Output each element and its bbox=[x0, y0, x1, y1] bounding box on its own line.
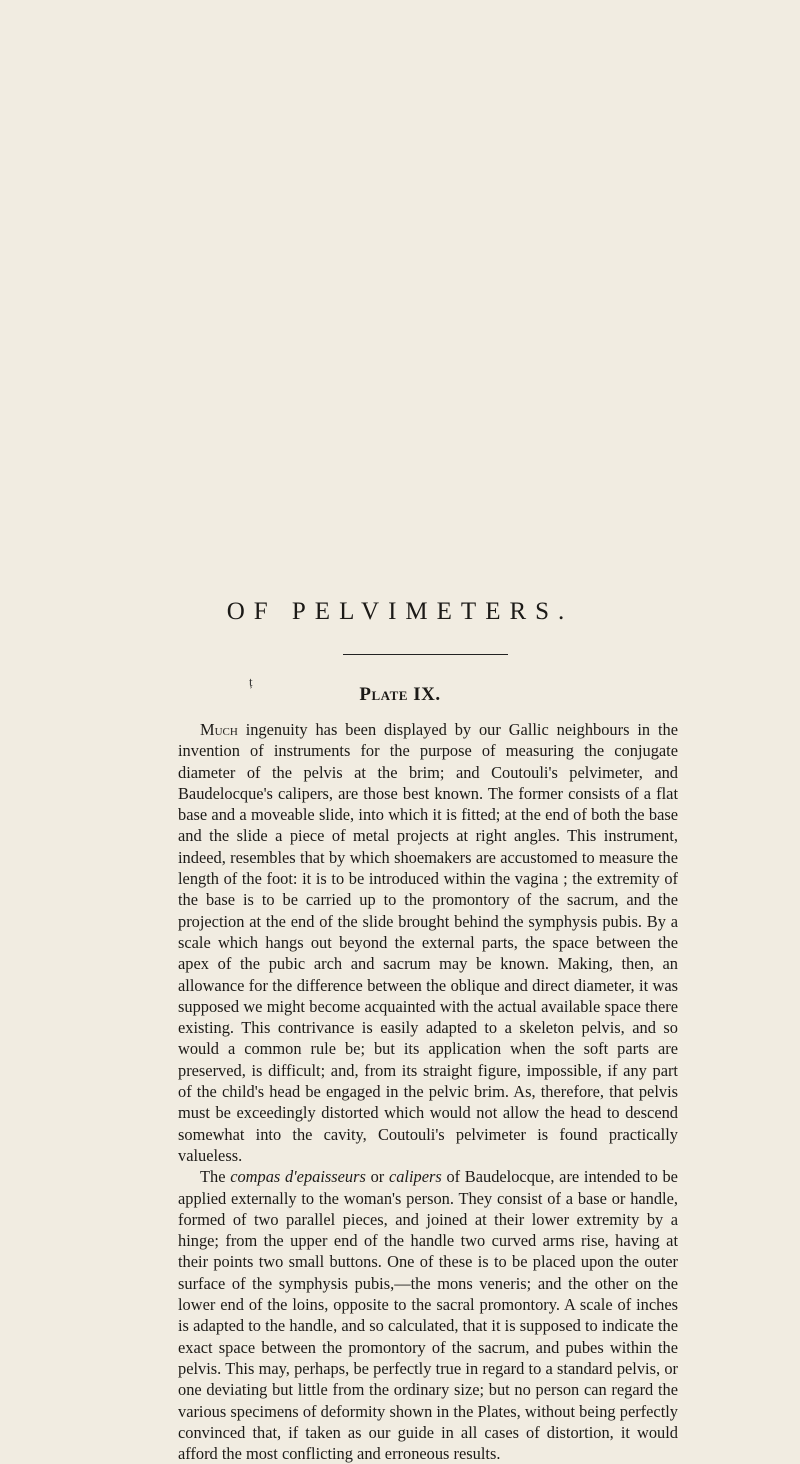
plate-title bbox=[0, 684, 800, 706]
paragraph-1-lead: Much bbox=[200, 720, 238, 739]
paragraph-2-italic-term-1: compas d'epaisseurs bbox=[230, 1167, 366, 1187]
paragraph-2-italic-term-2: calipers bbox=[388, 1167, 442, 1187]
heading-rule bbox=[343, 654, 508, 655]
paragraph-1 bbox=[178, 719, 678, 1166]
plate-title-text: Plate IX. bbox=[359, 684, 441, 705]
paragraph-2-pre: The bbox=[200, 1167, 231, 1187]
paragraph-1-text: ingenuity has been displayed by our Gallic neighbours in the invention of instruments for the purpose of measuring the conjugate diameter of the pelvis at the brim; and Coutouli's pelvimeter, and Baudelocque's calipers, are those best known. The former consists of a flat base and a moveable slide, into which it is fitted; at the end of both the base and the slide a piece of metal projects at right angles. This instrument, indeed, resembles that by which shoemakers are accustomed to measure the length of the foot: it is to be introduced within the vagina ; the extremity of the base is to be carried up to the promontory of the sacrum, and the projection at the end of the slide brought behind the symphysis pubis. By a scale which hangs out beyond the external parts, the space between the apex of the pubic arch and sacrum may be known. Making, then, an allowance for the difference between the oblique and direct diameter, it was supposed we might become acquainted with the actual available space there existing. This contrivance is easily adapted to a skeleton pelvis, and so would a common rule be; but its application when the soft parts are preserved, is difficult; and, from its straight figure, impossible, if any part of the child's head be engaged in the pelvic brim. As, therefore, that pelvis must be exceedingly distorted which would not allow the head to descend somewhat into the cavity, Coutouli's pelvimeter is found practically valueless. bbox=[178, 720, 678, 1165]
paragraph-2 bbox=[178, 1166, 678, 1464]
paragraph-2-text: of Baudelocque, are intended to be applied externally to the woman's person. They consist of a base or handle, formed of two parallel pieces, and joined at their lower extremity by a hinge; from the upper end of the handle two curved arms rise, having at their points two small buttons. One of these is to be placed upon the outer surface of the symphysis pubis,—the mons veneris; and the other on the lower end of the loins, opposite to the sacral promontory. A scale of inches is adapted to the handle, and so calculated, that it is supposed to indicate the exact space between the promontory of the sacrum, and pubes within the pelvis. This may, perhaps, be perfectly true in regard to a standard pelvis, or one deviating but little from the ordinary size; but no person can regard the various specimens of deformity shown in the Plates, without being perfectly convinced that, if taken as our guide in all cases of distortion, it would afford the most conflicting and erroneous results. bbox=[178, 1167, 678, 1464]
paragraph-2-mid: or bbox=[365, 1167, 389, 1187]
page-heading: OF PELVIMETERS. bbox=[226, 598, 574, 625]
stray-mark: ț bbox=[249, 674, 253, 689]
body-text bbox=[178, 719, 678, 1464]
